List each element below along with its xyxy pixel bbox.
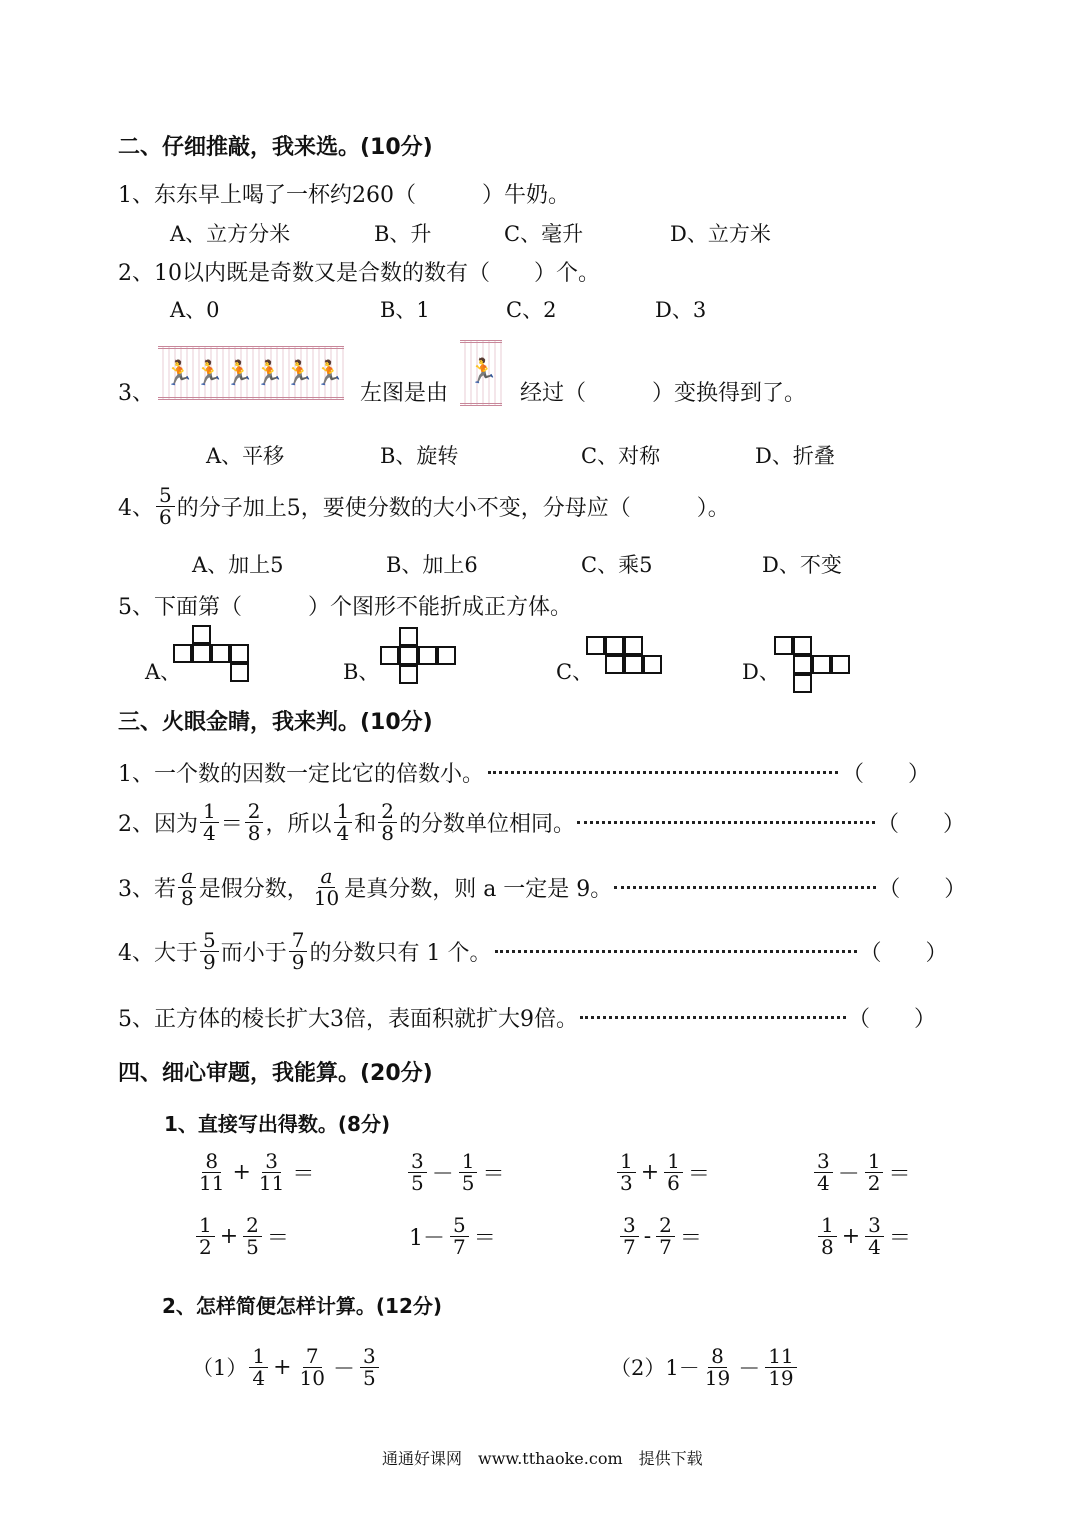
judge-text: 1、一个数的因数一定比它的倍数小。 bbox=[118, 762, 484, 787]
numerator: 2 bbox=[243, 1215, 262, 1237]
option: D、不变 bbox=[762, 553, 842, 577]
numerator: 5 bbox=[156, 485, 175, 507]
denominator: 5 bbox=[411, 1170, 424, 1195]
calc-item-5 bbox=[194, 1206, 292, 1266]
option: A、立方分米 bbox=[170, 222, 291, 246]
whole-number-operator: 1－ bbox=[409, 1225, 445, 1251]
numerator: 1 bbox=[459, 1151, 478, 1173]
fraction bbox=[765, 1343, 796, 1390]
numerator: 11 bbox=[765, 1346, 796, 1368]
judge-item-4 bbox=[118, 922, 947, 980]
answer-parentheses: （ ） bbox=[848, 1007, 937, 1032]
denominator: 7 bbox=[623, 1234, 636, 1259]
option: C、2 bbox=[506, 298, 557, 322]
dotted-leader bbox=[488, 771, 838, 774]
numerator: a bbox=[318, 866, 336, 888]
judge-text: 3、若 bbox=[118, 876, 176, 902]
operator: － bbox=[837, 1161, 860, 1187]
fraction bbox=[256, 1148, 287, 1195]
fraction bbox=[249, 1343, 268, 1390]
section-3-heading: 三、火眼金睛，我来判。(10分) bbox=[118, 710, 433, 735]
numerator: 1 bbox=[664, 1151, 683, 1173]
subsection-4-1: 1、直接写出得数。(8分) bbox=[164, 1112, 391, 1136]
numerator: 1 bbox=[865, 1151, 884, 1173]
option: C、乘5 bbox=[581, 553, 653, 577]
operator: + bbox=[232, 1159, 251, 1185]
judge-text: 是假分数， bbox=[198, 876, 309, 902]
equals-sign: ＝ bbox=[888, 1225, 911, 1251]
denominator: 6 bbox=[667, 1170, 680, 1195]
fraction bbox=[297, 1343, 328, 1390]
numerator: 3 bbox=[620, 1215, 639, 1237]
denominator: 4 bbox=[336, 820, 350, 845]
question-2-3-suffix: 经过（ ）变换得到了。 bbox=[520, 381, 807, 406]
fraction bbox=[196, 1212, 215, 1259]
denominator: 5 bbox=[461, 1170, 475, 1195]
fraction bbox=[865, 1148, 884, 1195]
option: B、加上6 bbox=[386, 553, 478, 577]
numerator: 1 bbox=[196, 1215, 215, 1237]
question-2-2: 2、10以内既是奇数又是合数的数有（ ）个。 bbox=[118, 261, 600, 286]
calc-item-7 bbox=[618, 1206, 705, 1266]
equals-sign: ＝ bbox=[220, 811, 243, 837]
runner-icon: 🏃 bbox=[164, 359, 194, 387]
fraction bbox=[200, 798, 219, 845]
equals-sign: ＝ bbox=[482, 1161, 505, 1187]
fraction bbox=[450, 1212, 469, 1259]
fraction bbox=[196, 1148, 227, 1195]
option: B、升 bbox=[374, 222, 432, 246]
option: D、折叠 bbox=[755, 444, 835, 468]
option: A、加上5 bbox=[192, 553, 284, 577]
answer-parentheses: （ ） bbox=[878, 876, 967, 902]
equals-sign: ＝ bbox=[888, 1161, 911, 1187]
denominator: 9 bbox=[203, 949, 216, 974]
numerator: 1 bbox=[617, 1151, 636, 1173]
numerator: a bbox=[178, 866, 196, 888]
denominator: 8 bbox=[821, 1234, 834, 1259]
question-2-1: 1、东东早上喝了一杯约260（ ）牛奶。 bbox=[118, 183, 570, 208]
fraction bbox=[156, 482, 175, 529]
fraction bbox=[702, 1343, 733, 1390]
fraction bbox=[656, 1212, 675, 1259]
footer-source: 通通好课网 www.tthaoke.com 提供下载 bbox=[382, 1449, 703, 1468]
operator: － bbox=[333, 1356, 356, 1382]
answer-parentheses: （ ） bbox=[842, 762, 931, 787]
question-2-3-mid: 左图是由 bbox=[360, 381, 449, 406]
calc-item-8 bbox=[816, 1206, 914, 1266]
denominator: 7 bbox=[659, 1234, 672, 1259]
fraction bbox=[459, 1148, 478, 1195]
operator: + bbox=[219, 1223, 239, 1249]
judge-text: 4、大于 bbox=[118, 940, 198, 966]
operator: - bbox=[643, 1223, 652, 1249]
judge-item-2 bbox=[118, 794, 965, 850]
judge-text: 而小于 bbox=[220, 940, 287, 966]
judge-item-1 bbox=[118, 757, 930, 788]
dotted-leader bbox=[495, 950, 857, 953]
section-2-heading: 二、仔细推敲，我来选。(10分) bbox=[118, 135, 433, 160]
item-label: （1） bbox=[192, 1356, 248, 1380]
option: A、平移 bbox=[206, 444, 285, 468]
runner-icon: 🏃 bbox=[284, 359, 314, 387]
numerator: 3 bbox=[865, 1215, 884, 1237]
fraction bbox=[289, 927, 308, 974]
judge-item-5 bbox=[118, 1002, 936, 1033]
judge-text: ，所以 bbox=[265, 811, 332, 837]
numerator: 3 bbox=[408, 1151, 427, 1173]
denominator: 9 bbox=[291, 949, 305, 974]
fraction bbox=[243, 1212, 262, 1259]
option-label: A、 bbox=[145, 660, 182, 684]
denominator: 11 bbox=[258, 1170, 285, 1195]
denominator: 5 bbox=[363, 1365, 376, 1390]
dotted-leader bbox=[614, 886, 876, 889]
fraction bbox=[334, 798, 353, 845]
fraction bbox=[178, 863, 197, 910]
equals-sign: ＝ bbox=[292, 1161, 315, 1187]
fraction bbox=[617, 1148, 636, 1195]
fraction bbox=[865, 1212, 884, 1259]
option: D、立方米 bbox=[670, 222, 771, 246]
option-label: C、 bbox=[556, 660, 594, 684]
dotted-leader bbox=[577, 821, 875, 824]
denominator: 4 bbox=[868, 1234, 881, 1259]
operator: － bbox=[738, 1356, 761, 1382]
runner-icon: 🏃 bbox=[194, 359, 224, 387]
fraction bbox=[378, 798, 397, 845]
numerator: 1 bbox=[249, 1346, 268, 1368]
equals-sign: ＝ bbox=[266, 1225, 289, 1251]
denominator: 5 bbox=[246, 1234, 259, 1259]
denominator: 10 bbox=[313, 885, 340, 910]
question-2-3-number: 3、 bbox=[118, 381, 154, 406]
question-2-4 bbox=[118, 478, 730, 534]
simplify-item-2 bbox=[610, 1336, 799, 1398]
fraction bbox=[664, 1148, 683, 1195]
fraction bbox=[245, 798, 264, 845]
dotted-leader bbox=[580, 1016, 846, 1019]
denominator: 4 bbox=[252, 1365, 266, 1390]
denominator: 8 bbox=[247, 820, 261, 845]
fraction bbox=[360, 1343, 379, 1390]
denominator: 11 bbox=[199, 1170, 225, 1195]
option-label: D、 bbox=[742, 660, 780, 684]
item-label: （2）1－ bbox=[610, 1356, 700, 1380]
operator: + bbox=[640, 1159, 660, 1185]
equals-sign: ＝ bbox=[687, 1161, 710, 1187]
denominator: 4 bbox=[203, 820, 216, 845]
calc-item-6 bbox=[406, 1206, 499, 1266]
calc-item-4 bbox=[812, 1142, 914, 1202]
question-text: 的分子加上5，要使分数的大小不变，分母应（ ）。 bbox=[176, 495, 730, 521]
denominator: 6 bbox=[159, 504, 172, 529]
judge-item-3 bbox=[118, 858, 966, 916]
calc-item-1 bbox=[194, 1142, 317, 1202]
denominator: 19 bbox=[768, 1365, 794, 1390]
single-runner-image bbox=[460, 340, 502, 406]
judge-text: 的分数单位相同。 bbox=[398, 811, 575, 837]
fraction bbox=[311, 863, 342, 910]
section-4-heading: 四、细心审题，我能算。(20分) bbox=[118, 1061, 433, 1086]
numerator: 3 bbox=[814, 1151, 833, 1173]
judge-text: 的分数只有 1 个。 bbox=[309, 940, 492, 966]
denominator: 10 bbox=[299, 1365, 325, 1390]
equals-sign: ＝ bbox=[473, 1225, 496, 1251]
fraction bbox=[408, 1148, 427, 1195]
numerator: 8 bbox=[708, 1346, 727, 1368]
option: C、毫升 bbox=[504, 222, 584, 246]
answer-parentheses: （ ） bbox=[877, 811, 966, 837]
numerator: 7 bbox=[289, 930, 308, 952]
numerator: 5 bbox=[200, 930, 219, 952]
fraction bbox=[620, 1212, 639, 1259]
judge-text: 2、因为 bbox=[118, 811, 198, 837]
question-number: 4、 bbox=[118, 495, 154, 521]
runner-icon: 🏃 bbox=[224, 359, 254, 387]
judge-text: 和 bbox=[354, 811, 377, 837]
denominator: 3 bbox=[620, 1170, 633, 1195]
question-2-5: 5、下面第（ ）个图形不能折成正方体。 bbox=[118, 595, 572, 620]
numerator: 1 bbox=[200, 801, 219, 823]
runner-icon: 🏃 bbox=[314, 359, 344, 387]
runner-icon: 🏃 bbox=[254, 359, 284, 387]
denominator: 8 bbox=[381, 820, 394, 845]
answer-parentheses: （ ） bbox=[859, 940, 948, 966]
subsection-4-2: 2、怎样简便怎样计算。(12分) bbox=[162, 1294, 443, 1318]
fraction bbox=[818, 1212, 837, 1259]
calc-item-3 bbox=[615, 1142, 713, 1202]
calc-item-2 bbox=[406, 1142, 508, 1202]
numerator: 7 bbox=[303, 1346, 322, 1368]
denominator: 19 bbox=[704, 1365, 731, 1390]
option: C、对称 bbox=[581, 444, 661, 468]
runner-strip-image bbox=[158, 346, 344, 400]
option: B、1 bbox=[380, 298, 430, 322]
denominator: 8 bbox=[181, 885, 194, 910]
fraction bbox=[200, 927, 219, 974]
simplify-item-1 bbox=[192, 1336, 381, 1398]
numerator: 2 bbox=[656, 1215, 675, 1237]
numerator: 1 bbox=[334, 801, 353, 823]
fraction bbox=[814, 1148, 833, 1195]
numerator: 2 bbox=[245, 801, 264, 823]
numerator: 2 bbox=[378, 801, 397, 823]
equals-sign: ＝ bbox=[679, 1225, 702, 1251]
denominator: 7 bbox=[453, 1234, 466, 1259]
option: B、旋转 bbox=[380, 444, 459, 468]
operator: + bbox=[841, 1223, 861, 1249]
operator: + bbox=[273, 1354, 292, 1380]
judge-text: 是真分数，则 a 一定是 9。 bbox=[344, 876, 613, 902]
numerator: 5 bbox=[450, 1215, 469, 1237]
operator: － bbox=[431, 1161, 454, 1187]
numerator: 8 bbox=[202, 1151, 221, 1173]
numerator: 3 bbox=[360, 1346, 379, 1368]
denominator: 4 bbox=[817, 1170, 830, 1195]
numerator: 1 bbox=[818, 1215, 837, 1237]
option-label: B、 bbox=[343, 660, 380, 684]
denominator: 2 bbox=[867, 1170, 881, 1195]
option: A、0 bbox=[170, 298, 220, 322]
numerator: 3 bbox=[262, 1151, 281, 1173]
runner-icon: 🏃 bbox=[468, 357, 498, 385]
judge-text: 5、正方体的棱长扩大3倍，表面积就扩大9倍。 bbox=[118, 1007, 578, 1032]
option: D、3 bbox=[655, 298, 707, 322]
denominator: 2 bbox=[199, 1234, 212, 1259]
